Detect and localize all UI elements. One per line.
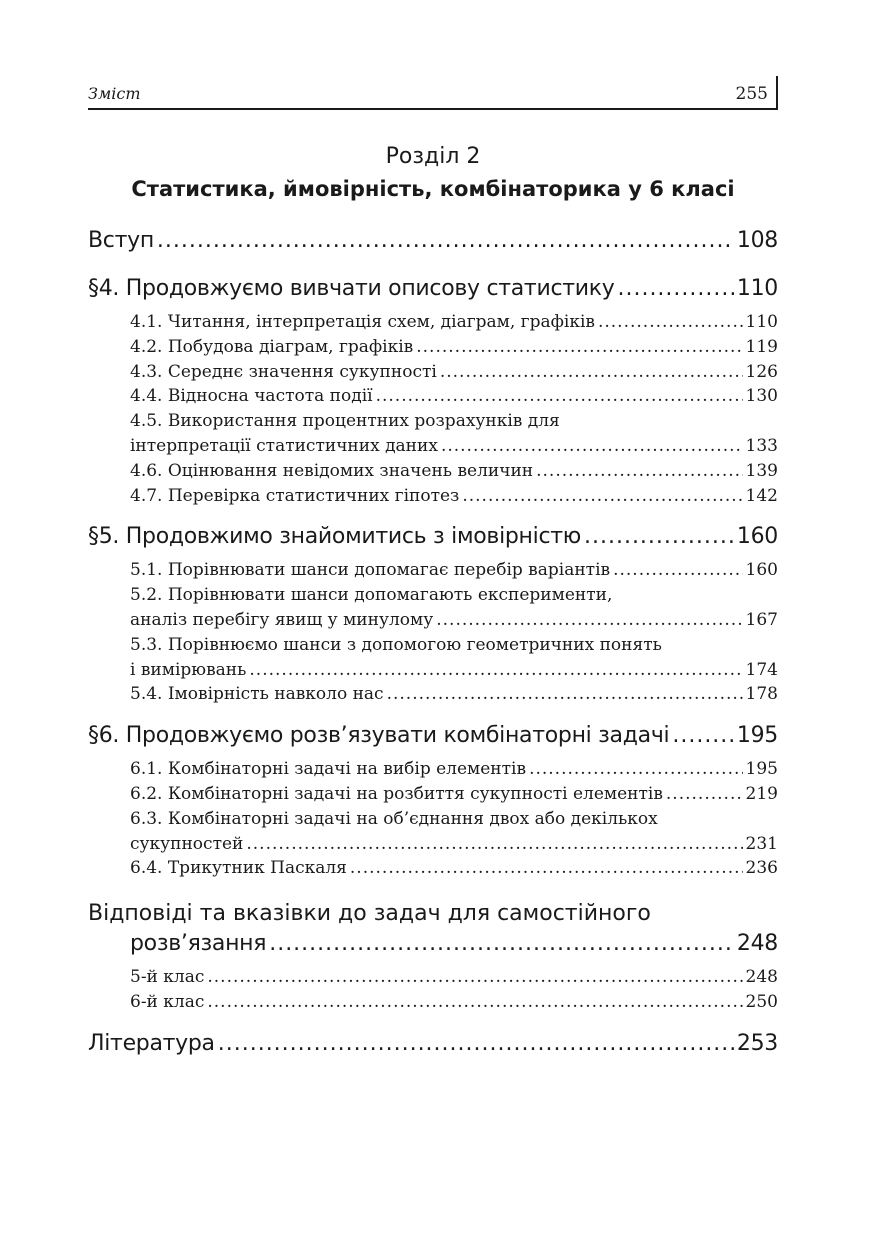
dot-leader (436, 608, 742, 633)
toc-entry-title: §5. Продовжимо знайомитись з імовірністю (88, 524, 581, 550)
toc-subentry-4-5[interactable] (88, 409, 778, 459)
dot-leader (376, 384, 743, 409)
toc-subentry-line2 (88, 434, 778, 459)
toc-entry-section-4[interactable] (88, 274, 778, 304)
toc-subentry-page: 195 (745, 759, 778, 780)
toc-subentry-page: 133 (745, 435, 778, 456)
toc-subentry-5-1[interactable] (88, 558, 778, 583)
header-rule (88, 108, 778, 110)
toc-subentry-page: 178 (745, 684, 778, 705)
toc-subentry-page: 231 (745, 833, 778, 854)
toc-entry-page: 108 (736, 228, 778, 253)
dot-leader (350, 856, 743, 881)
toc-subentry-title-line1: 6.3. Комбінаторні задачі на об’єднання двох або декількох (130, 808, 658, 829)
toc-entry-page: 195 (736, 723, 778, 749)
dot-leader (207, 965, 742, 990)
header-bracket (776, 76, 778, 110)
toc-subentry-page: 126 (745, 361, 778, 382)
dot-leader (207, 990, 742, 1015)
toc-subentry-4-2[interactable] (88, 335, 778, 360)
dot-leader (157, 226, 734, 256)
dot-leader (387, 682, 743, 707)
toc-entry-answers[interactable] (88, 899, 778, 959)
dot-leader (666, 782, 743, 807)
dot-leader (441, 434, 743, 459)
toc-subentry-title: 4.2. Побудова діаграм, графіків (130, 336, 414, 357)
toc-subentry-title: 5-й клас (130, 967, 205, 988)
toc-entry-line2 (88, 929, 778, 959)
toc-subentry-title: 5.4. Імовірність навколо нас (130, 684, 384, 705)
toc-subentry-page: 130 (745, 386, 778, 407)
toc-subentry-4-7[interactable] (88, 484, 778, 509)
toc-subentry-title-line2: інтерпретації статистичних даних (130, 435, 438, 456)
toc-entry-page: 160 (736, 524, 778, 550)
toc-entry-section-5[interactable] (88, 522, 778, 552)
dot-leader (536, 459, 742, 484)
toc-subentry-page: 236 (745, 858, 778, 879)
toc-subentry-title: 6.4. Трикутник Паскаля (130, 858, 347, 879)
toc-subentry-title: 6-й клас (130, 991, 205, 1012)
toc-entry-intro[interactable] (88, 226, 778, 256)
toc-entry-title: Вступ (88, 228, 154, 253)
dot-leader (416, 335, 742, 360)
toc-subentry-title: 4.6. Оцінювання невідомих значень величин (130, 460, 534, 481)
toc-entry-literature[interactable] (88, 1029, 778, 1059)
header-title: Зміст (88, 84, 141, 103)
toc-subentry-title: 4.4. Відносна частота події (130, 386, 373, 407)
dot-leader (529, 757, 742, 782)
toc-subentry-title-line2: і вимірювань (130, 659, 247, 680)
toc-subentry-title-line1: 5.2. Порівнювати шанси допомагають експерименти, (130, 585, 613, 606)
toc-subentry-line2 (88, 608, 778, 633)
toc-subentry-page: 248 (745, 967, 778, 988)
toc-subentry-4-4[interactable] (88, 384, 778, 409)
running-header (88, 76, 778, 110)
toc-subentry-6-4[interactable] (88, 856, 778, 881)
toc-subentry-title: 4.3. Середнє значення сукупності (130, 361, 437, 382)
dot-leader (613, 558, 742, 583)
toc-subentry-page: 250 (745, 991, 778, 1012)
toc-subentry-6-2[interactable] (88, 782, 778, 807)
toc-subentry-4-3[interactable] (88, 360, 778, 385)
dot-leader (218, 1029, 734, 1059)
toc-subentry-title-line1: 4.5. Використання процентних розрахунків для (130, 411, 560, 432)
toc-subentry-page: 110 (745, 312, 778, 332)
toc-subentry-4-1[interactable] (88, 310, 778, 335)
toc-entry-title: §6. Продовжуємо розв’язувати комбінаторні задачі (88, 723, 670, 749)
toc-subentry-page: 219 (745, 783, 778, 804)
toc-entry-title: §4. Продовжуємо вивчати описову статистику (88, 276, 615, 301)
toc-entry-title-line1: Відповіді та вказівки до задач для самостійного (88, 901, 651, 927)
toc-subentry-title: 6.2. Комбінаторні задачі на розбиття сукупності елементів (130, 783, 663, 804)
toc-subentry-6-1[interactable] (88, 757, 778, 782)
toc-subentry-title: 6.1. Комбінаторні задачі на вибір елементів (130, 759, 527, 780)
toc-entry-page: 253 (736, 1030, 778, 1056)
toc-subentry-page: 119 (745, 336, 778, 357)
page-number: 255 (735, 84, 768, 104)
section-title: Статистика, ймовірність, комбінаторика у 6 класі (131, 177, 735, 201)
toc-entry-title: Література (88, 1030, 215, 1056)
toc-subentry-page: 174 (745, 659, 778, 680)
dot-leader (584, 522, 734, 552)
toc-subentry-5-4[interactable] (88, 682, 778, 707)
dot-leader (269, 929, 734, 959)
toc-subentry-page: 139 (745, 460, 778, 481)
toc-subentry-5-2[interactable] (88, 583, 778, 633)
toc-subentry-6-3[interactable] (88, 807, 778, 857)
dot-leader (462, 484, 742, 509)
toc-entry-section-6[interactable] (88, 721, 778, 751)
toc-subentry-page: 160 (745, 560, 778, 581)
section-label: Розділ 2 (385, 144, 481, 169)
toc-subentry-4-6[interactable] (88, 459, 778, 484)
toc-subentry-grade-6[interactable] (88, 990, 778, 1015)
toc-subentry-5-3[interactable] (88, 633, 778, 683)
toc-entry-page: 248 (736, 931, 778, 957)
toc-subentry-grade-5[interactable] (88, 965, 778, 990)
dot-leader (598, 310, 743, 335)
toc-subentry-title-line2: аналіз перебігу явищ у минулому (130, 609, 434, 630)
dot-leader (249, 658, 742, 683)
toc-subentry-title: 5.1. Порівнювати шанси допомагає перебір варіантів (130, 560, 611, 581)
toc-subentry-page: 142 (745, 485, 778, 506)
toc-subentry-line2 (88, 658, 778, 683)
toc-entry-page: 110 (736, 276, 778, 301)
toc-subentry-title: 4.1. Читання, інтерпретація схем, діаграм, графіків (130, 312, 595, 332)
toc-subentry-line2 (88, 832, 778, 857)
section-heading (88, 142, 778, 206)
dot-leader (440, 360, 743, 385)
dot-leader (246, 832, 742, 857)
toc-subentry-title-line2: сукупностей (130, 833, 244, 854)
dot-leader (672, 721, 734, 751)
table-of-contents (88, 226, 778, 1059)
toc-subentry-title: 4.7. Перевірка статистичних гіпотез (130, 485, 460, 506)
toc-entry-title-line2: розв’язання (130, 931, 267, 957)
dot-leader (617, 274, 733, 304)
toc-subentry-title-line1: 5.3. Порівнюємо шанси з допомогою геометричних понять (130, 634, 662, 655)
toc-subentry-page: 167 (745, 609, 778, 630)
